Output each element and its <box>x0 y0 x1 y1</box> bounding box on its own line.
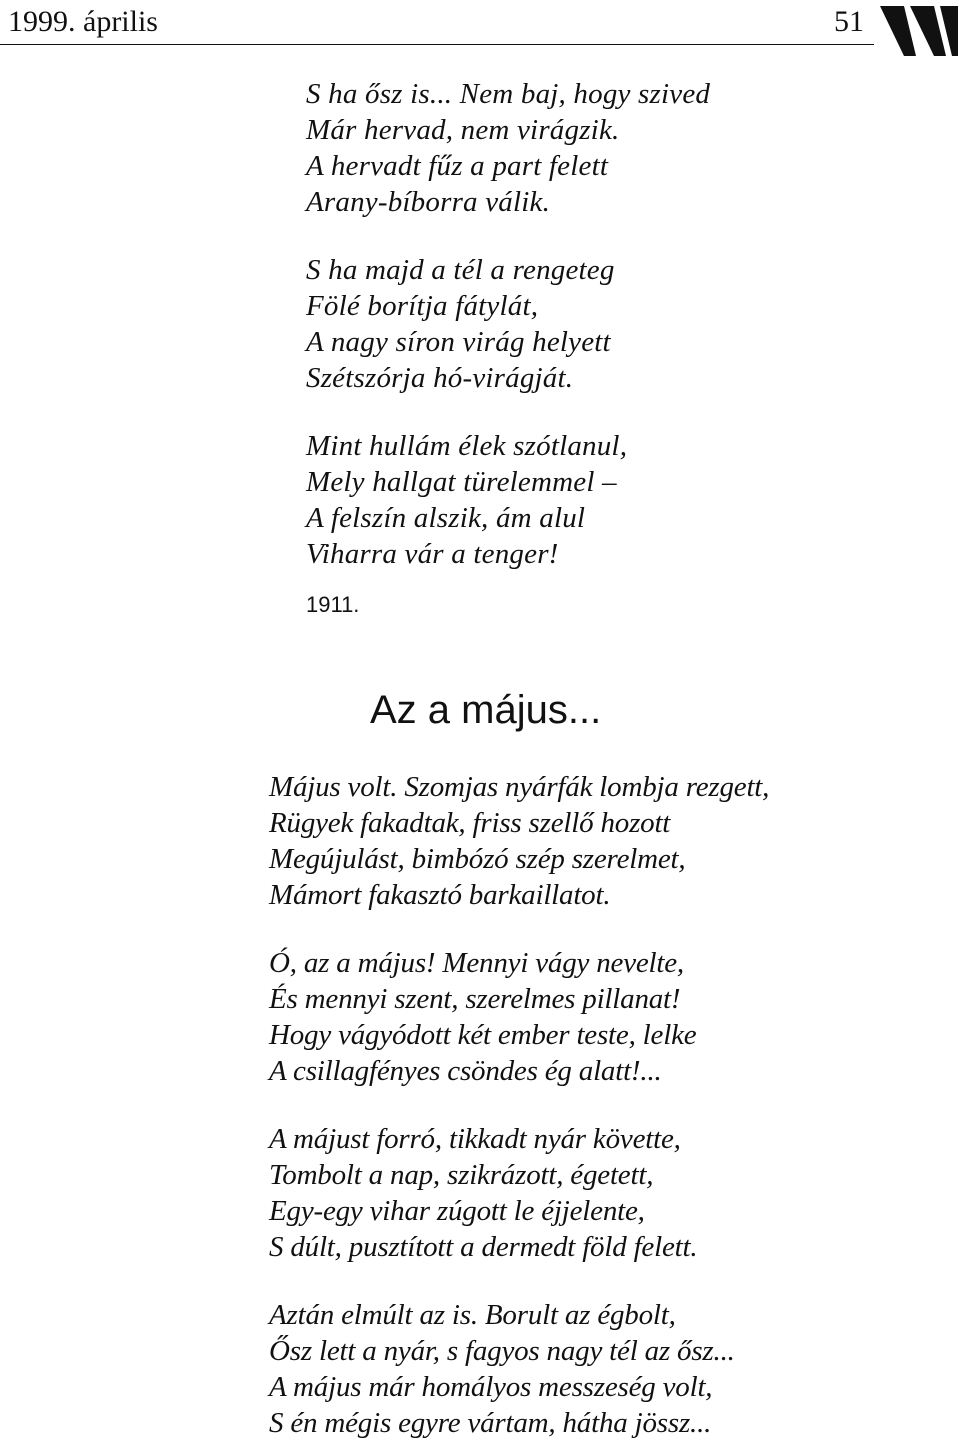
poem-two-stanza-1 <box>269 769 769 913</box>
verse-line: Megújulást, bimbózó szép szerelmet, <box>269 843 686 875</box>
poem-two-title: Az a május... <box>370 688 602 732</box>
page-header <box>0 0 960 62</box>
poem-two-stanza-2 <box>269 945 769 1089</box>
publisher-logo-icon <box>880 6 958 56</box>
verse-line: S dúlt, pusztított a dermedt föld felett. <box>269 1231 698 1263</box>
verse-line: Mely hallgat türelemmel – <box>306 466 617 498</box>
poem-two <box>269 769 769 1441</box>
verse-line: A hervadt fűz a part felett <box>306 150 609 182</box>
verse-line: Fölé borítja fátylát, <box>306 290 539 322</box>
verse-line: Arany-bíborra válik. <box>306 186 551 218</box>
verse-line: Szétszórja hó-virágját. <box>306 362 574 394</box>
poem-one-stanza-1 <box>306 76 710 220</box>
verse-line: Tombolt a nap, szikrázott, égetett, <box>269 1159 654 1191</box>
verse-line: A felszín alszik, ám alul <box>306 502 586 534</box>
verse-line: Május volt. Szomjas nyárfák lombja rezgett, <box>269 771 770 803</box>
verse-line: Mámort fakasztó barkaillatot. <box>269 879 611 911</box>
verse-line: A nagy síron virág helyett <box>306 326 611 358</box>
poem-one-stanza-2 <box>306 252 710 396</box>
verse-line: Viharra vár a tenger! <box>306 538 559 570</box>
verse-line: És mennyi szent, szerelmes pillanat! <box>269 983 681 1015</box>
poem-one-date: 1911. <box>306 592 360 617</box>
page-number: 51 <box>834 5 864 38</box>
poem-two-stanza-3 <box>269 1121 769 1265</box>
verse-line: S ha ősz is... Nem baj, hogy szived <box>306 78 711 110</box>
verse-line: Egy-egy vihar zúgott le éjjelente, <box>269 1195 645 1227</box>
verse-line: Aztán elmúlt az is. Borult az égbolt, <box>269 1299 676 1331</box>
verse-line: Ősz lett a nyár, s fagyos nagy tél az ősz... <box>269 1335 735 1367</box>
verse-line: A csillagfényes csöndes ég alatt!... <box>269 1055 662 1087</box>
verse-line: Már hervad, nem virágzik. <box>306 114 620 146</box>
issue-date: 1999. április <box>8 5 158 38</box>
poem-two-stanza-4 <box>269 1297 769 1441</box>
verse-line: A májust forró, tikkadt nyár követte, <box>269 1123 681 1155</box>
verse-line: Hogy vágyódott két ember teste, lelke <box>269 1019 697 1051</box>
verse-line: Mint hullám élek szótlanul, <box>306 430 628 462</box>
verse-line: Rügyek fakadtak, friss szellő hozott <box>269 807 671 839</box>
verse-line: S ha majd a tél a rengeteg <box>306 254 615 286</box>
verse-line: S én mégis egyre vártam, hátha jössz... <box>269 1407 712 1439</box>
verse-line: Ó, az a május! Mennyi vágy nevelte, <box>269 947 684 979</box>
poem-one-stanza-3 <box>306 428 710 572</box>
verse-line: A május már homályos messzeség volt, <box>269 1371 713 1403</box>
poem-one <box>306 76 710 572</box>
header-rule <box>0 44 874 45</box>
